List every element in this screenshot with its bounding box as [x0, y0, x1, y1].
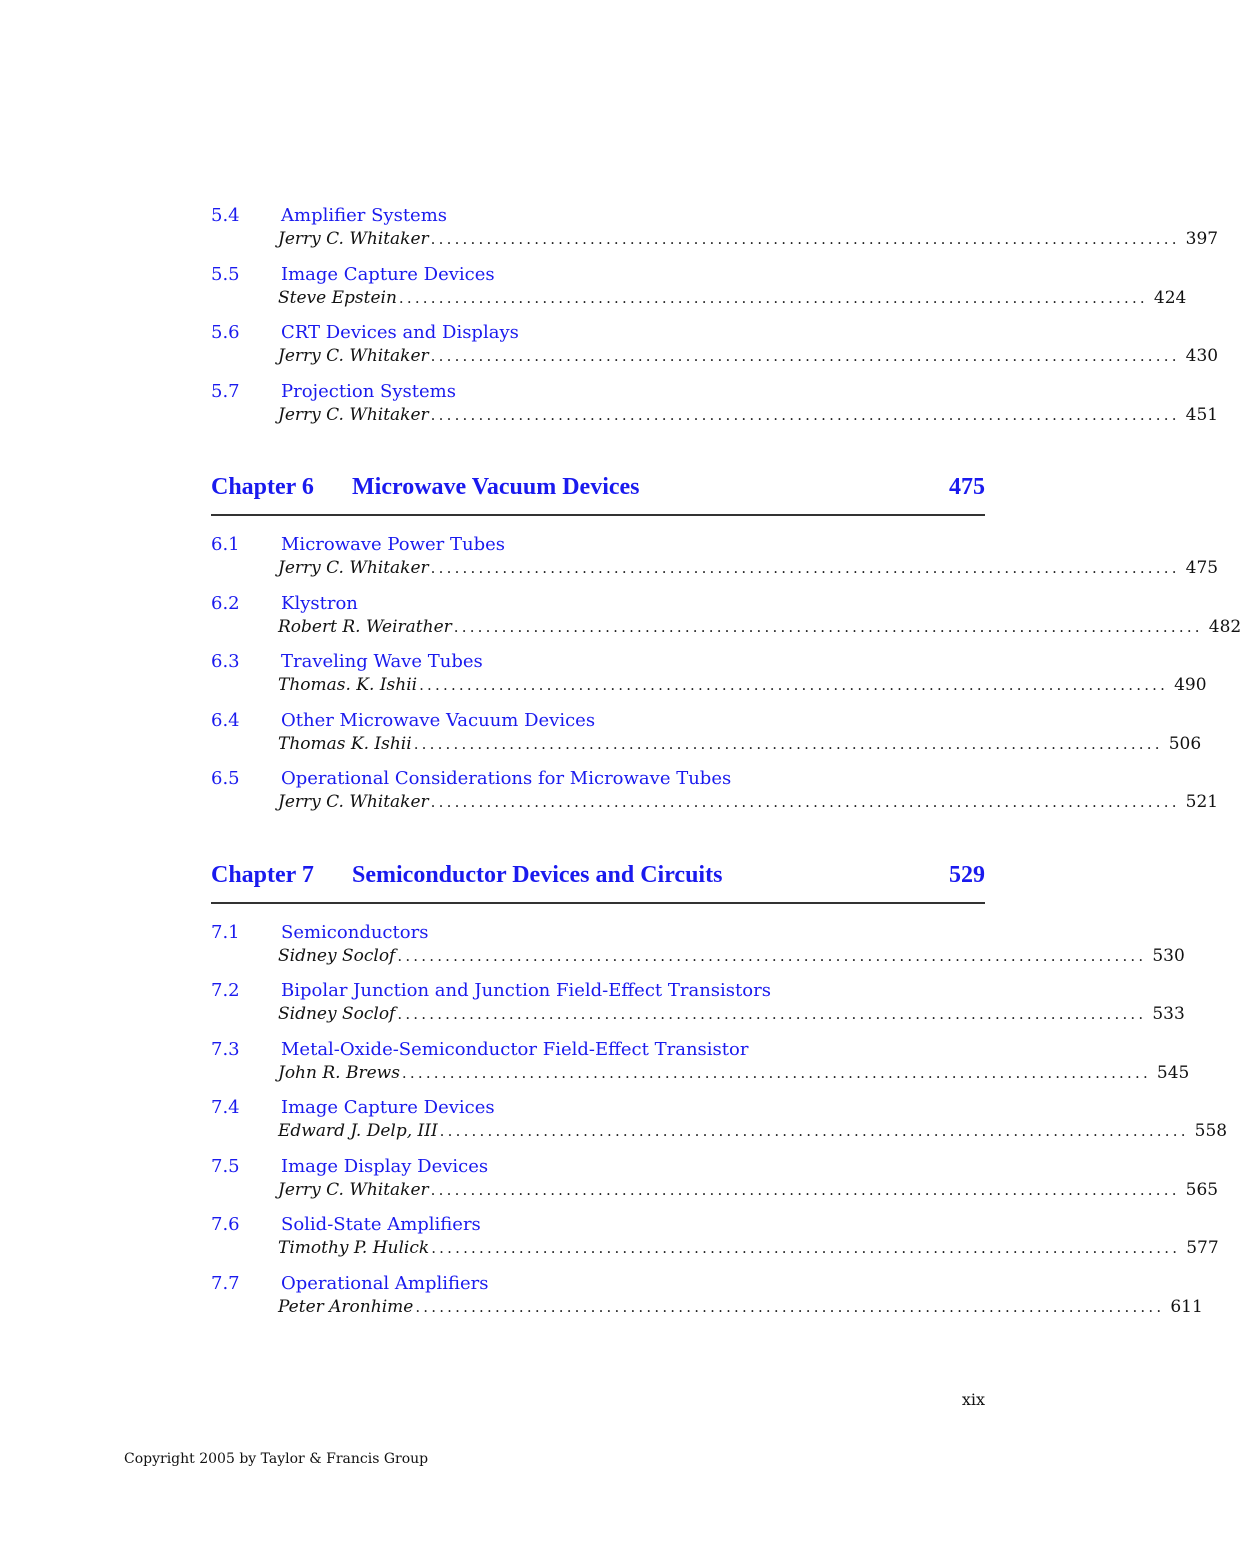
section-author: John R. Brews	[278, 1063, 400, 1083]
dot-leader: ..............................................................................................	[430, 1181, 1180, 1199]
page-number: 558	[1194, 1121, 1228, 1141]
section-number: 7.6	[211, 1214, 240, 1235]
section-number: 5.4	[211, 205, 240, 226]
section-title[interactable]: Traveling Wave Tubes	[281, 651, 483, 672]
section-author: Jerry C. Whitaker	[278, 229, 429, 249]
toc-entry-7-2[interactable]	[211, 980, 1185, 1028]
page-number: 490	[1174, 675, 1207, 695]
section-title[interactable]: Solid-State Amplifiers	[281, 1214, 481, 1235]
section-number: 5.5	[211, 264, 240, 285]
section-author: Timothy P. Hulick	[278, 1238, 430, 1258]
toc-entry-7-1[interactable]	[211, 922, 1185, 970]
dot-leader: ..............................................................................................	[430, 230, 1180, 248]
page-number: 482	[1208, 617, 1241, 637]
page-folio: xix	[961, 1390, 985, 1409]
toc-entry-6-1[interactable]	[211, 534, 1219, 582]
dot-leader: ..............................................................................................	[439, 1122, 1189, 1140]
section-title[interactable]: Image Capture Devices	[281, 264, 495, 285]
section-title[interactable]: Metal-Oxide-Semiconductor Field-Effect Transistor	[281, 1039, 749, 1060]
section-number: 6.5	[211, 768, 240, 789]
chapter-label: Chapter 6	[211, 474, 314, 500]
dot-leader: ..............................................................................................	[415, 1298, 1165, 1316]
toc-entry-7-6[interactable]	[211, 1214, 1219, 1262]
section-title[interactable]: Other Microwave Vacuum Devices	[281, 710, 596, 731]
page-number: 430	[1185, 346, 1219, 366]
dot-leader: ..............................................................................................	[430, 559, 1180, 577]
toc-entry-7-4[interactable]	[211, 1097, 1228, 1145]
section-author: Jerry C. Whitaker	[278, 346, 429, 366]
section-number: 7.3	[211, 1039, 240, 1060]
section-author: Jerry C. Whitaker	[278, 792, 429, 812]
toc-entry-6-2[interactable]	[211, 593, 1241, 641]
section-author: Robert R. Weirather	[278, 617, 452, 637]
page-number: 533	[1152, 1004, 1185, 1024]
toc-entry-5-4[interactable]	[211, 205, 1219, 253]
section-number: 6.3	[211, 651, 240, 672]
page-number: 611	[1170, 1297, 1203, 1317]
dot-leader: ..............................................................................................	[401, 1064, 1151, 1082]
section-author: Edward J. Delp, III	[278, 1121, 438, 1141]
toc-entry-5-5[interactable]	[211, 264, 1187, 312]
toc-entry-6-4[interactable]	[211, 710, 1202, 758]
section-author: Sidney Soclof	[278, 946, 396, 966]
section-number: 7.5	[211, 1156, 240, 1177]
section-number: 6.1	[211, 534, 240, 555]
section-author: Jerry C. Whitaker	[278, 405, 429, 425]
toc-entry-7-3[interactable]	[211, 1039, 1190, 1087]
section-title[interactable]: Image Display Devices	[281, 1156, 489, 1177]
dot-leader: ..............................................................................................	[413, 735, 1163, 753]
toc-entry-7-5[interactable]	[211, 1156, 1219, 1204]
page-number: 545	[1156, 1063, 1190, 1083]
page-number: 397	[1185, 229, 1219, 249]
page-number: 565	[1185, 1180, 1219, 1200]
chapter-page: 529	[949, 862, 985, 888]
page-number: 577	[1186, 1238, 1219, 1258]
chapter-heading-7[interactable]	[211, 862, 985, 904]
dot-leader: ..............................................................................................	[453, 618, 1203, 636]
section-title[interactable]: Semiconductors	[281, 922, 429, 943]
dot-leader: ..............................................................................................	[419, 676, 1169, 694]
dot-leader: ..............................................................................................	[398, 289, 1148, 307]
chapter-label: Chapter 7	[211, 862, 314, 888]
page-number: 521	[1185, 792, 1219, 812]
dot-leader: ..............................................................................................	[397, 1005, 1147, 1023]
dot-leader: ..............................................................................................	[397, 947, 1147, 965]
page-number: 424	[1153, 288, 1187, 308]
section-number: 7.7	[211, 1273, 240, 1294]
chapter-page: 475	[949, 474, 985, 500]
section-author: Jerry C. Whitaker	[278, 558, 429, 578]
section-title[interactable]: Klystron	[281, 593, 358, 614]
toc-entry-6-3[interactable]	[211, 651, 1207, 699]
section-number: 7.4	[211, 1097, 240, 1118]
toc-entry-6-5[interactable]	[211, 768, 1219, 816]
section-title[interactable]: Image Capture Devices	[281, 1097, 495, 1118]
page-number: 475	[1185, 558, 1219, 578]
section-title[interactable]: Amplifier Systems	[281, 205, 448, 226]
section-number: 7.2	[211, 980, 240, 1001]
page-number: 530	[1152, 946, 1185, 966]
section-title[interactable]: Operational Considerations for Microwave Tubes	[281, 768, 732, 789]
page-number: 506	[1168, 734, 1202, 754]
section-title[interactable]: Bipolar Junction and Junction Field-Effect Transistors	[281, 980, 771, 1001]
section-number: 6.2	[211, 593, 240, 614]
toc-entry-5-6[interactable]	[211, 322, 1219, 370]
section-author: Steve Epstein	[278, 288, 397, 308]
section-number: 5.6	[211, 322, 240, 343]
section-number: 7.1	[211, 922, 240, 943]
dot-leader: ..............................................................................................	[430, 793, 1180, 811]
section-title[interactable]: CRT Devices and Displays	[281, 322, 519, 343]
section-number: 6.4	[211, 710, 240, 731]
section-title[interactable]: Projection Systems	[281, 381, 456, 402]
chapter-title[interactable]: Semiconductor Devices and Circuits	[352, 862, 723, 888]
chapter-title[interactable]: Microwave Vacuum Devices	[352, 474, 640, 500]
section-author: Thomas. K. Ishii	[278, 675, 418, 695]
dot-leader: ..............................................................................................	[431, 1239, 1181, 1257]
section-author: Sidney Soclof	[278, 1004, 396, 1024]
copyright-notice: Copyright 2005 by Taylor & Francis Group	[124, 1451, 429, 1467]
toc-entry-5-7[interactable]	[211, 381, 1219, 429]
toc-entry-7-7[interactable]	[211, 1273, 1203, 1321]
section-author: Thomas K. Ishii	[278, 734, 412, 754]
section-author: Jerry C. Whitaker	[278, 1180, 429, 1200]
section-title[interactable]: Microwave Power Tubes	[281, 534, 506, 555]
chapter-heading-6[interactable]	[211, 474, 985, 516]
section-author: Peter Aronhime	[278, 1297, 414, 1317]
section-number: 5.7	[211, 381, 240, 402]
dot-leader: ..............................................................................................	[430, 406, 1180, 424]
page-number: 451	[1185, 405, 1219, 425]
section-title[interactable]: Operational Amplifiers	[281, 1273, 489, 1294]
dot-leader: ..............................................................................................	[430, 347, 1180, 365]
